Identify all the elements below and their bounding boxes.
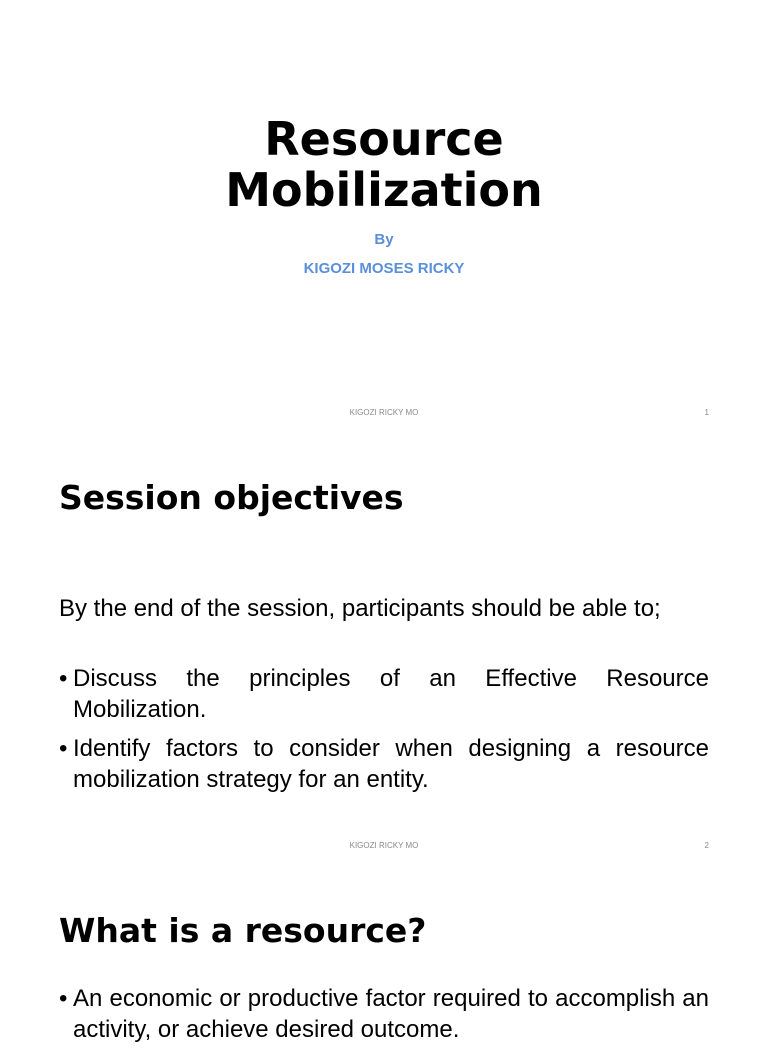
slide-2	[0, 433, 768, 866]
objectives-list	[59, 663, 709, 803]
slide-3	[0, 866, 768, 1043]
list-item	[59, 663, 709, 725]
title-line-2: Mobilization	[225, 163, 543, 217]
intro-paragraph: By the end of the session, participants should be able to;	[59, 595, 661, 622]
title-line-1: Resource	[264, 112, 504, 166]
slide-1	[0, 0, 768, 433]
list-item	[59, 983, 709, 1045]
page-number: 1	[704, 408, 709, 417]
bullet-icon: •	[59, 735, 68, 762]
slide-heading: What is a resource?	[59, 911, 427, 950]
slide-heading: Session objectives	[59, 478, 404, 517]
bullet-icon: •	[59, 985, 68, 1012]
bullet-icon: •	[59, 665, 68, 692]
list-item-text: Discuss the principles of an Effective Resource Mobilization.	[73, 665, 709, 723]
list-item	[59, 733, 709, 795]
page-number: 2	[704, 841, 709, 850]
by-label: By	[374, 231, 394, 248]
author-name: KIGOZI MOSES RICKY	[303, 260, 465, 277]
definition-list	[59, 983, 709, 1053]
slide-title	[0, 114, 768, 216]
list-item-text: Identify factors to consider when designing a resource mobilization strategy for an entity.	[73, 735, 709, 793]
slide-footer: KIGOZI RICKY MO	[349, 408, 419, 417]
slide-footer: KIGOZI RICKY MO	[349, 841, 419, 850]
list-item-text: An economic or productive factor required to accomplish an activity, or achieve desired outcome.	[73, 985, 709, 1043]
